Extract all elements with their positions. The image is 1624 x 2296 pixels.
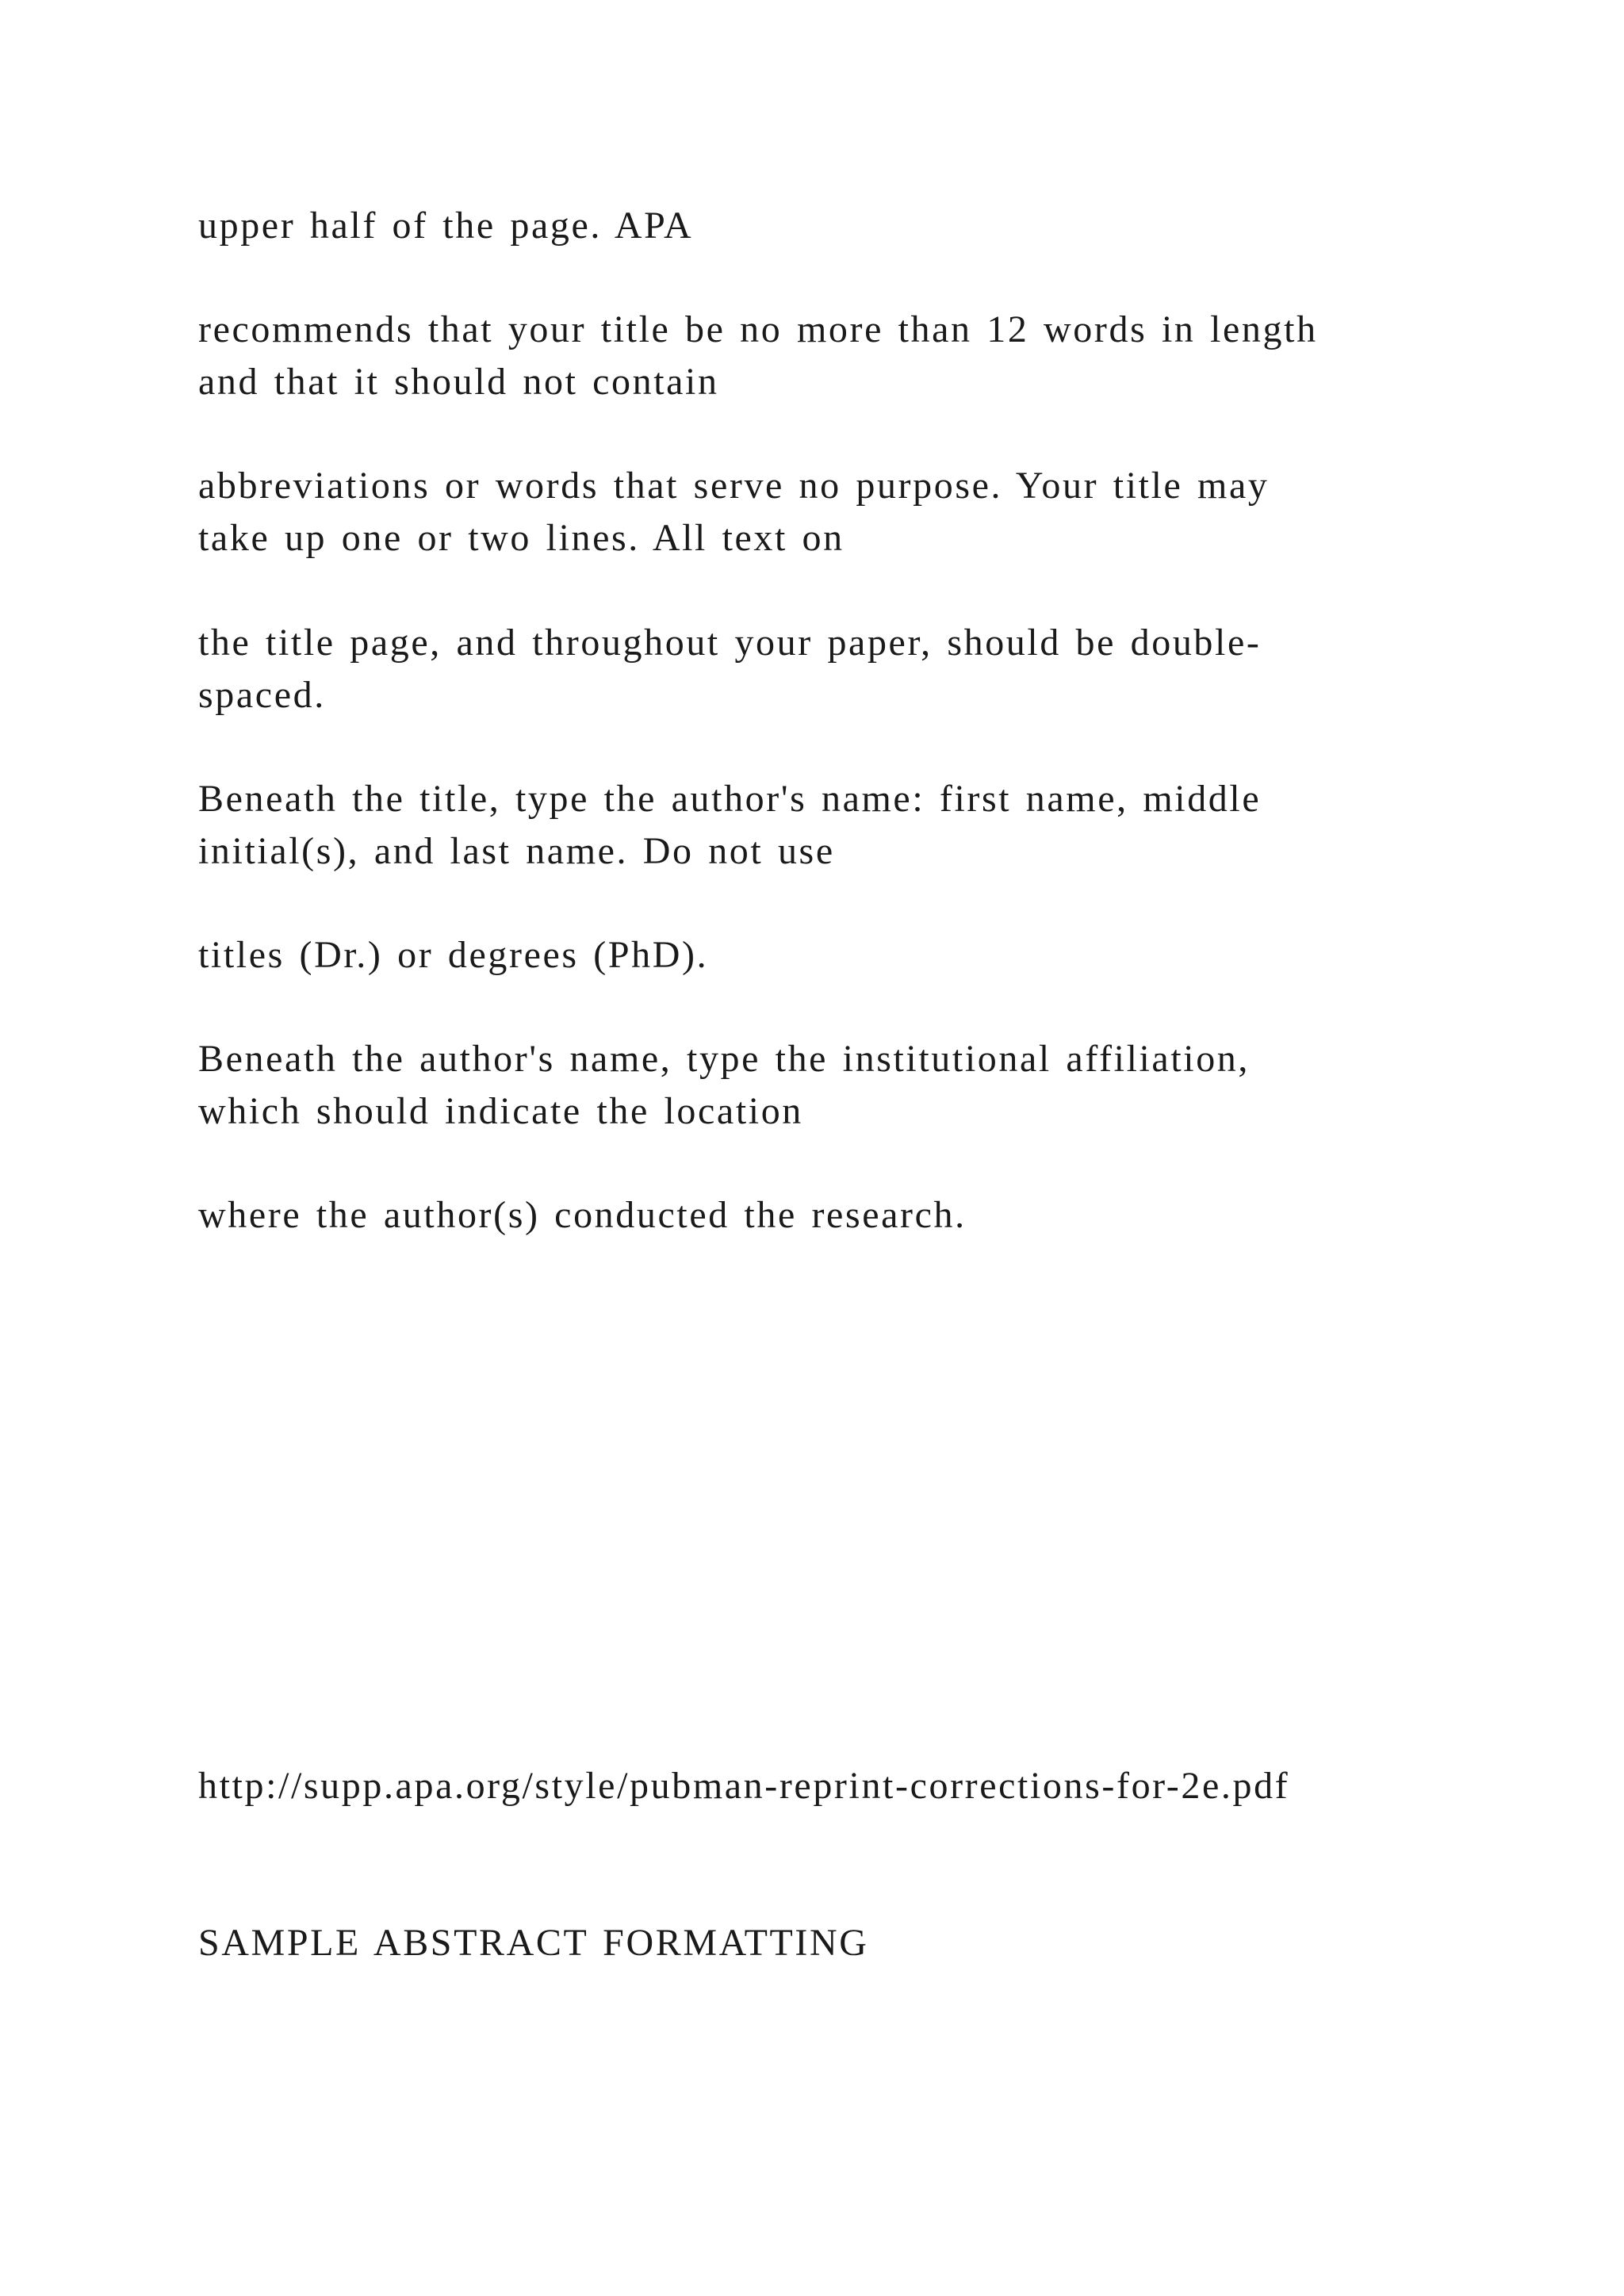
paragraph-line: SAMPLE ABSTRACT FORMATTING [198, 1922, 869, 1964]
reference-url [198, 1760, 1467, 1812]
paragraph-title-placement [198, 200, 1467, 252]
section-heading [198, 1917, 1467, 1969]
paragraph-line: the title page, and throughout your paper, should be double- [198, 622, 1262, 664]
paragraph-author-name [198, 773, 1467, 878]
paragraph-line: spaced. [198, 674, 326, 716]
paragraph-line: which should indicate the location [198, 1090, 803, 1132]
paragraph-title-length [198, 304, 1467, 408]
paragraph-line: Beneath the title, type the author's name: first name, middle [198, 778, 1262, 820]
paragraph-line: initial(s), and last name. Do not use [198, 830, 835, 872]
paragraph-titles-degrees [198, 929, 1467, 982]
paragraph-line: http://supp.apa.org/style/pubman-reprint-corrections-for-2e.pdf [198, 1765, 1290, 1807]
paragraph-affiliation [198, 1033, 1467, 1138]
paragraph-line: Beneath the author's name, type the institutional affiliation, [198, 1038, 1251, 1080]
paragraph-line: where the author(s) conducted the research. [198, 1194, 967, 1236]
paragraph-double-spacing [198, 617, 1467, 721]
paragraph-research-location [198, 1189, 1467, 1242]
paragraph-line: abbreviations or words that serve no purpose. Your title may [198, 465, 1270, 507]
paragraph-line: and that it should not contain [198, 361, 719, 403]
paragraph-line: take up one or two lines. All text on [198, 517, 845, 559]
paragraph-line: titles (Dr.) or degrees (PhD). [198, 934, 709, 976]
paragraph-abbreviations [198, 460, 1467, 564]
paragraph-line: recommends that your title be no more than 12 words in length [198, 308, 1318, 350]
paragraph-line: upper half of the page. APA [198, 205, 694, 247]
